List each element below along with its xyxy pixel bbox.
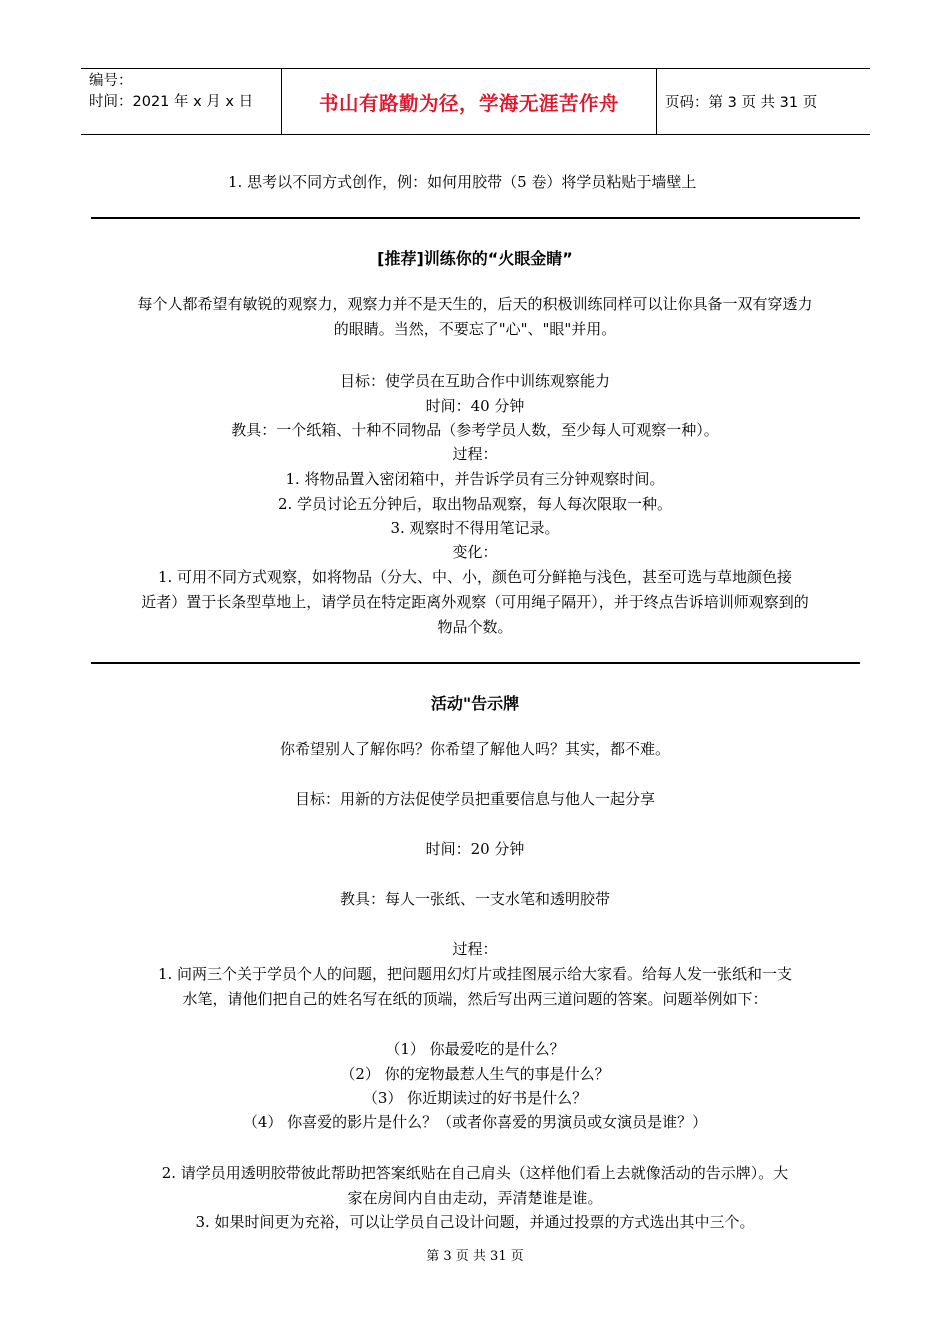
question-1: （1） 你最爱吃的是什么？ bbox=[385, 1040, 565, 1058]
header-meta-cell bbox=[81, 69, 282, 134]
section1-change-line2: 近者）置于长条型草地上，请学员在特定距离外观察（可用绳子隔开），并于终点告诉培训师观察到的 bbox=[141, 593, 809, 611]
section1-title: [推荐]训练你的“火眼金睛” bbox=[377, 249, 573, 268]
section2-time: 时间：20 分钟 bbox=[425, 840, 525, 858]
section2-tools: 教具：每人一张纸、一支水笔和透明胶带 bbox=[339, 890, 610, 908]
section2-title: 活动"告示牌 bbox=[430, 694, 520, 713]
section1-desc-line2: 的眼睛。当然，不要忘了"心"、"眼"并用。 bbox=[333, 320, 617, 338]
header-number-label: 编号： bbox=[89, 73, 133, 89]
question-2: （2） 你的宠物最惹人生气的事是什么？ bbox=[340, 1065, 610, 1083]
section1-change-label: 变化： bbox=[452, 543, 498, 561]
section1-tools: 教具：一个纸箱、十种不同物品（参考学员人数，至少每人可观察一种）。 bbox=[231, 421, 719, 439]
section1-step-2: 2. 学员讨论五分钟后，取出物品观察，每人每次限取一种。 bbox=[277, 495, 673, 513]
section1-step-1: 1. 将物品置入密闭箱中，并告诉学员有三分钟观察时间。 bbox=[285, 470, 665, 488]
section2-step1-line2: 水笔，请他们把自己的姓名写在纸的顶端，然后写出两三道问题的答案。问题举例如下： bbox=[182, 990, 768, 1008]
section1-change-line1: 1. 可用不同方式观察，如将物品（分大、中、小，颜色可分鲜艳与浅色，甚至可选与草地颜色接 bbox=[157, 568, 793, 586]
section2-process-label: 过程： bbox=[452, 940, 498, 958]
section1-time: 时间：40 分钟 bbox=[425, 397, 525, 415]
section-divider bbox=[91, 217, 860, 219]
page-footer: 第 3 页 共 31 页 bbox=[426, 1249, 524, 1264]
section2-step2-line2: 家在房间内自由走动，弄清楚谁是谁。 bbox=[347, 1189, 603, 1207]
intro-line: 1. 思考以不同方式创作，例：如何用胶带（5 卷）将学员粘贴于墙壁上 bbox=[228, 173, 697, 191]
section1-desc-line1: 每个人都希望有敏锐的观察力，观察力并不是天生的，后天的积极训练同样可以让你具备一双有穿透力 bbox=[137, 295, 813, 313]
section1-step-3: 3. 观察时不得用笔记录。 bbox=[390, 519, 560, 537]
section1-change-line3: 物品个数。 bbox=[437, 618, 513, 636]
section-divider bbox=[91, 662, 860, 664]
section1-goal: 目标：使学员在互助合作中训练观察能力 bbox=[339, 372, 610, 390]
section2-intro: 你希望别人了解你吗？你希望了解他人吗？其实，都不难。 bbox=[279, 740, 670, 758]
question-3: （3） 你近期读过的好书是什么？ bbox=[362, 1089, 588, 1107]
section2-step1-line1: 1. 问两三个关于学员个人的问题，把问题用幻灯片或挂图展示给大家看。给每人发一张纸和一支 bbox=[157, 965, 793, 983]
section2-step2-line1: 2. 请学员用透明胶带彼此帮助把答案纸贴在自己肩头（这样他们看上去就像活动的告示牌）。大 bbox=[161, 1164, 789, 1182]
header-motto: 书山有路勤为径，学海无涯苦作舟 bbox=[282, 69, 657, 134]
question-4: （4） 你喜爱的影片是什么？（或者你喜爱的男演员或女演员是谁？） bbox=[242, 1113, 708, 1131]
header-page-label: 页码：第 3 页 共 31 页 bbox=[665, 95, 818, 111]
section2-goal: 目标：用新的方法促使学员把重要信息与他人一起分享 bbox=[294, 790, 655, 808]
header-table bbox=[81, 68, 870, 135]
section2-step3: 3. 如果时间更为充裕，可以让学员自己设计问题，并通过投票的方式选出其中三个。 bbox=[195, 1213, 755, 1231]
header-time-label: 时间：2021 年 x 月 x 日 bbox=[89, 94, 254, 110]
section1-process-label: 过程： bbox=[452, 445, 498, 463]
